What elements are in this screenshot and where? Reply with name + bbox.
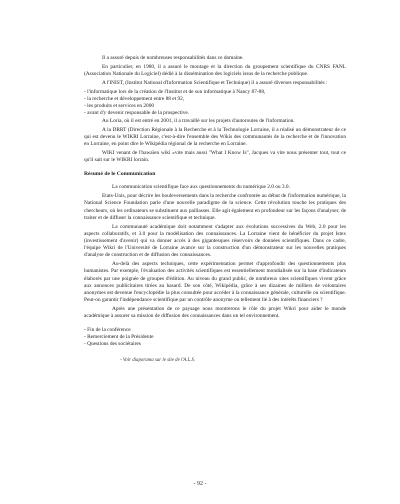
list-item: - Fin de la conférence — [84, 327, 131, 334]
paragraph: Après une présentation de ce paysage nous montrerons le rôle du projet Wikri pour aider le monde académique à assurer sa mission de diffusion des connaissances dans un tel environnement. — [84, 306, 346, 320]
paragraph: Au Loria, où il est entré en 2001, il a travaillé sur les projets d'autoroutes de l'information. — [102, 117, 295, 124]
list-item: - les produits et services en 2000 — [84, 103, 155, 110]
inist-responsibilities-list — [84, 89, 346, 118]
paragraph: A l'INIST, (Institut National d'Information Scientifique et Technique) il a assuré diverses responsabilités : — [102, 80, 328, 87]
paragraph: Etats-Unis, pour décrire les bouleversements dans la recherche confrontée au début de l'information numérique, la National Science Foundation parle d'une nouvelle paradigme de la science. Cette révolution touche les pratiques des chercheurs, où les ordinateurs se substituent aux paillasses. Elle agit également en profondeur sur les façons d'analyser, de traiter et de diffuser la connaissance scientifique et technique. — [84, 193, 347, 221]
page-number: - 92 - — [193, 481, 207, 487]
paragraph: A la DRRT (Direction Régionale à la Recherche et à la Technologie Lorraine, il a réalisé un démonstrateur de ce qui est devenu le WIKRI Lorraine, c'est-à-dire l'ensemble des Wikis des communautés de la recherche et de l'innovation en Lorraine, en point dire le Wikipédia régional de la recherche en Lorraine. — [84, 126, 346, 147]
section-title: Résumé de le Communication — [84, 171, 156, 178]
footnote: - Voir diaporama sur le site de l'A.L.S. — [120, 357, 196, 363]
list-item: - la recherche et développement entre 88 et 92, — [84, 96, 185, 103]
paragraph: La communication scientifique face aux questionnements du numérique 2.0 ou 3.0. — [112, 184, 290, 191]
page-body — [84, 55, 346, 366]
closing-list — [84, 327, 346, 348]
paragraph: WIKI venant de l'hawaïen wiki «vite mais aussi "What I Know Is", Jacques va vite nous présenter tout, tout ce qu'il sait sur le WIKRI lorrain. — [84, 149, 346, 164]
list-item: - Remerciement de la Présidente — [84, 334, 154, 341]
list-item: - l'informatique lors de la création de l'Institut et de son informatique à Nancy 87-88, — [84, 89, 266, 96]
paragraph: La communauté académique doit notamment s'adapter aux évolutions successives du Web, 2.0 pour les aspects collaboratifs, et 3.0 pour la modélisation des connaissances. La Lorraine vient de bénéficier du projet Istex (investissement d'avenir) qui va donner accès à des gigantesques réservoirs de données scientifiques. Dans ce cadre, l'équipe Wikri de l'Université de Lorraine avance sur la construction d'un démonstrateur sur les nouvelles pratiques d'analyse de construction et de diffusion des connaissances. — [84, 223, 346, 259]
paragraph: En particulier, en 1980, il a assuré le montage et la direction du groupement scientifique du CNRS FANL (Association Nationale du Logiciel) dédié à la dissémination des logiciels issus de la recherche publique. — [84, 63, 346, 78]
list-item: - avant d'y devenir responsable de la prospective. — [84, 110, 190, 117]
paragraph: Au-delà des aspects techniques, cette expérimentation permet d'approfondir des questionnements plus humanistes. Par exemple, l'évaluation des activités scientifiques est essentiellement mondialisée sur la base d'indicateurs élaborés par une poignée de groupes d'édition. Au niveau du grand public, de nombreux sites scientifiques vivent grâce aux annonces publicitaires tirées au hasard. De son côté, Wikipédia, grâce à ses dizaines de milliers de volontaires anonymes est devenue l'encyclopédie la plus consultée pour accéder à la connaissance générale, culturelle ou scientifique. Peut-on garantir l'indépendance scientifique par un contrôle anonyme ou tellement lié à des intérêts financiers ? — [84, 261, 346, 304]
list-item: - Questions des sociétaires — [84, 341, 141, 348]
paragraph: Il a assuré depuis de nombreuses responsabilités dans ce domaine. — [102, 55, 244, 61]
